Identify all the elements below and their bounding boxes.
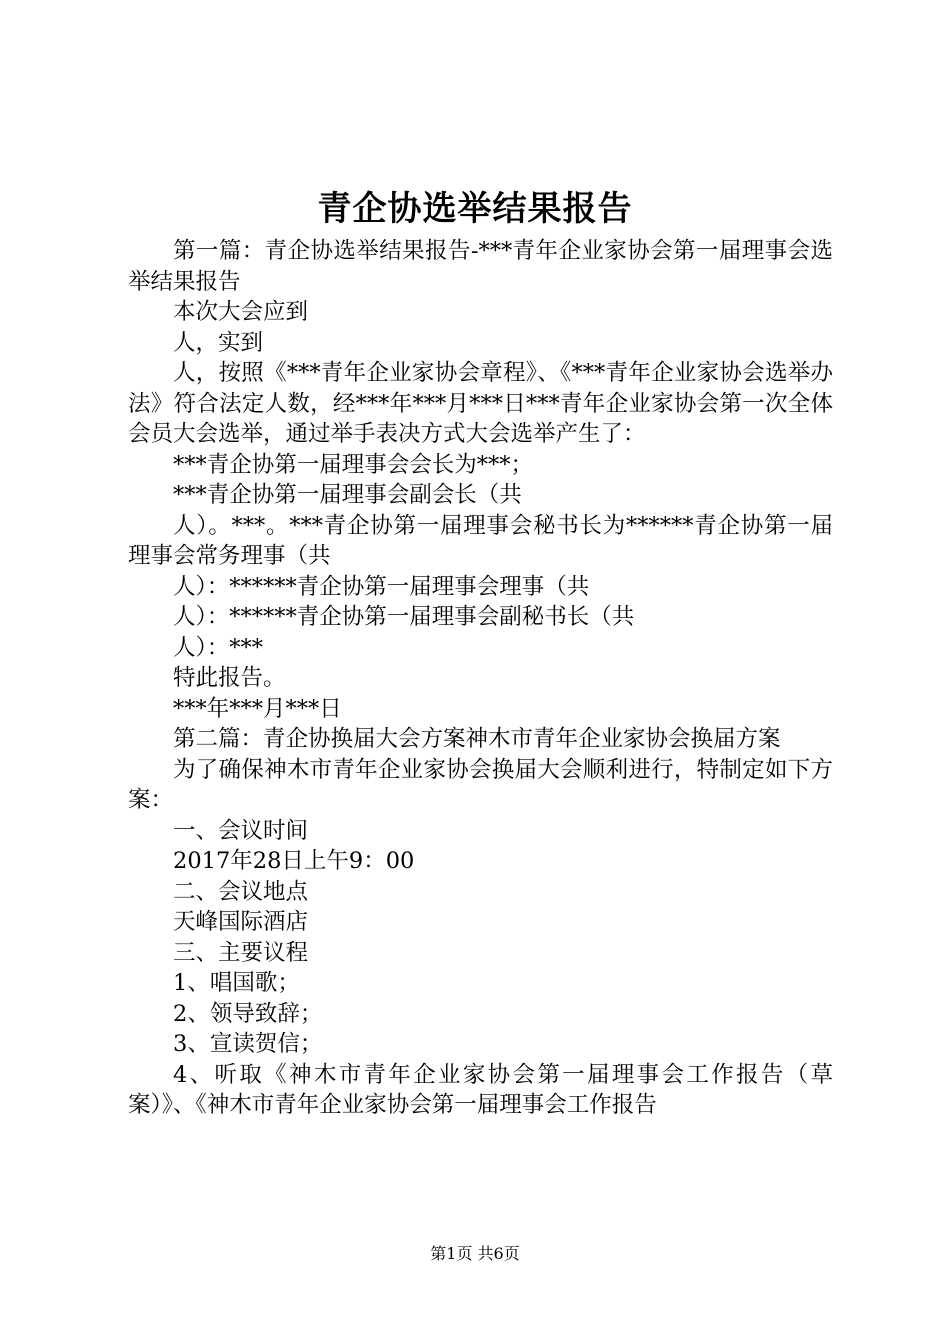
paragraph: 为了确保神木市青年企业家协会换届大会顺利进行，特制定如下方案：: [128, 756, 833, 813]
page-number: 第1页 共6页: [430, 1244, 520, 1263]
paragraph: 人）：***: [173, 634, 264, 661]
paragraph: ***青企协第一届理事会会长为***；: [173, 451, 534, 478]
paragraph: 2、领导致辞；: [173, 1000, 323, 1027]
paragraph: 二、会议地点: [173, 878, 309, 905]
paragraph: 人）：******青企协第一届理事会理事（共: [173, 573, 590, 600]
paragraph: 1、唱国歌；: [173, 970, 300, 996]
paragraph: 第一篇：青企协选举结果报告-***青年企业家协会第一届理事会选举结果报告: [128, 238, 833, 295]
paragraph: ***青企协第一届理事会副会长（共: [173, 482, 522, 508]
paragraph: 人，实到: [173, 329, 264, 356]
paragraph: 3、宣读贺信；: [173, 1031, 323, 1057]
document-title: 青企协选举结果报告: [317, 189, 633, 229]
paragraph: 人）：******青企协第一届理事会副秘书长（共: [173, 604, 635, 630]
paragraph: 第二篇：青企协换届大会方案神木市青年企业家协会换届方案: [173, 726, 781, 752]
paragraph: 特此报告。: [173, 665, 286, 691]
paragraph: ***年***月***日: [173, 695, 342, 722]
paragraph: 天峰国际酒店: [173, 909, 309, 935]
paragraph: 一、会议时间: [173, 817, 309, 844]
paragraph: 人，按照《***青年企业家协会章程》、《***青年企业家协会选举办法》符合法定人数，经***年***月***日***青年企业家协会第一次全体会员大会选举，通过举手表决方式大会选举产生了：: [128, 360, 833, 447]
paragraph: 本次大会应到: [173, 299, 309, 325]
paragraph: 人）。***。***青企协第一届理事会秘书长为******青企协第一届理事会常务理事（共: [128, 512, 833, 569]
paragraph: 2017年28日上午9：00: [173, 848, 415, 874]
document-body: [128, 236, 833, 1121]
paragraph: 4、听取《神木市青年企业家协会第一届理事会工作报告（草案）》、《神木市青年企业家协会第一届理事会工作报告: [128, 1061, 833, 1118]
paragraph: 三、主要议程: [173, 939, 309, 966]
